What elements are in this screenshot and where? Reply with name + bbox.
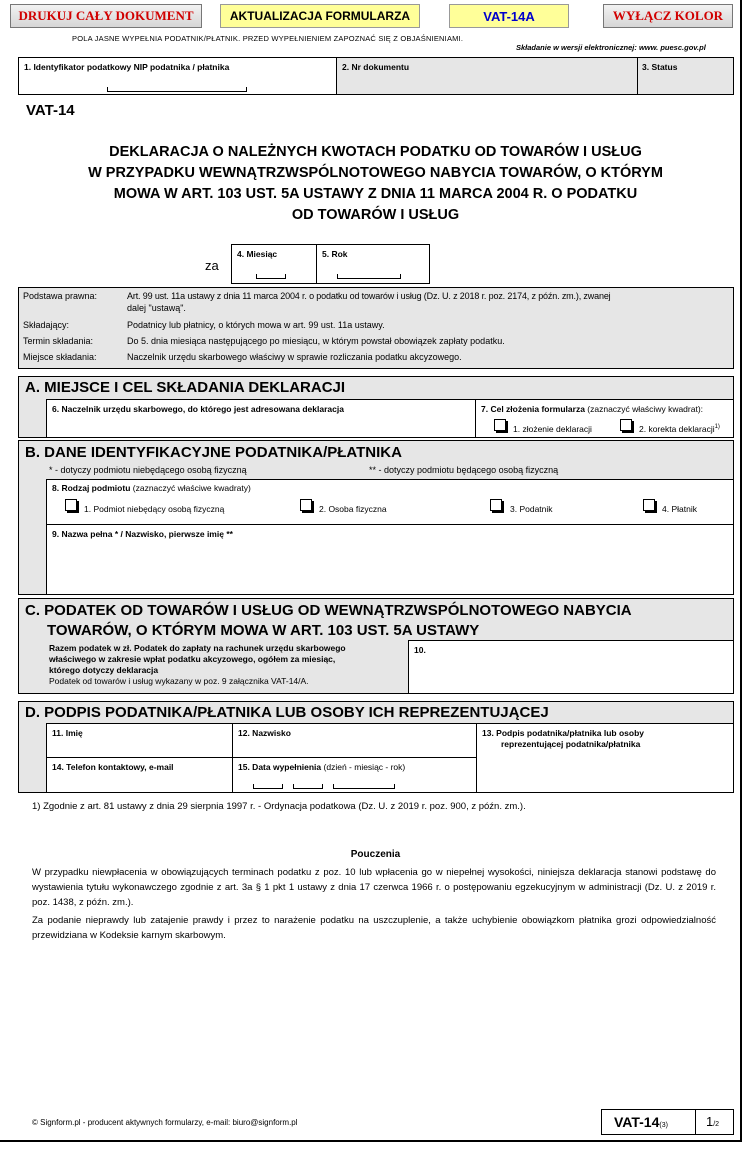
tax-total-field[interactable] (408, 640, 734, 694)
tax-total-label: 10. (414, 645, 426, 655)
print-all-button[interactable]: DRUKUJ CAŁY DOKUMENT (10, 4, 202, 28)
signature-field[interactable] (476, 723, 734, 793)
deadline-label: Termin składania: (23, 336, 94, 346)
section-c-heading-2: TOWARÓW, O KTÓRYM MOWA W ART. 103 UST. 5A USTAWY (47, 622, 480, 639)
section-b-heading: B. DANE IDENTYFIKACYJNE PODATNIKA/PŁATNIKA (25, 444, 402, 461)
instruction-para-1: W przypadku niewpłacenia w obowiązujących terminach podatku z poz. 10 lub wpłacenia go w niepełnej wysokości, niniejsza deklaracja stanowi podstawę do wystawienia tytułu wykonawczego zgodnie z art. 3a § 1 pkt 1 ustawy z dnia 17 czerwca 1966 r. o postępowaniu egzekucyjnym w administracji (Dz. U. z 2019 r. poz. 1438, z późn. zm.). (32, 867, 716, 908)
month-field[interactable] (231, 244, 317, 284)
color-off-button[interactable]: WYŁĄCZ KOLOR (603, 4, 733, 28)
fill-date-year-comb (333, 784, 395, 789)
nip-field[interactable] (18, 57, 337, 95)
fill-date-day-comb (253, 784, 283, 789)
title-line-2: W PRZYPADKU WEWNĄTRZWSPÓLNOTOWEGO NABYCIA TOWARÓW, O KTÓRYM (88, 165, 663, 181)
fill-date-field[interactable] (232, 757, 477, 793)
place-text: Naczelnik urzędu skarbowego właściwy w sprawie rozliczania podatku akcyzowego. (127, 352, 462, 362)
year-label: 5. Rok (322, 249, 348, 259)
signature-label-2: reprezentującej podatnika/płatnika (501, 739, 641, 749)
basis-label: Podstawa prawna: (23, 291, 98, 301)
title-line-1: DEKLARACJA O NALEŻNYCH KWOTACH PODATKU OD TOWARÓW I USŁUG (109, 144, 642, 160)
submitter-text: Podatnicy lub płatnicy, o których mowa w art. 99 ust. 11a ustawy. (127, 320, 385, 330)
tax-total-description: Razem podatek w zł. Podatek do zapłaty na rachunek urzędu skarbowego właściwego w zakresie wpłat podatku akcyzowego, ogółem za miesiąc, którego dotyczy deklaracja Podatek od towarów i usług wykazany w poz. 9 załącznika VAT-14/A. (49, 643, 346, 686)
nip-comb (107, 87, 247, 92)
entity-payer-label: 4. Płatnik (662, 504, 697, 514)
section-c-heading-1: C. PODATEK OD TOWARÓW I USŁUG OD WEWNĄTRZWSPÓLNOTOWEGO NABYCIA (25, 602, 632, 619)
doc-number-field (336, 57, 638, 95)
purpose-correction-label: 2. korekta deklaracji$^{1)}$ (639, 424, 720, 434)
place-label: Miejsce składania: (23, 352, 97, 362)
instruction-title: Pouczenia (350, 849, 401, 860)
purpose-submit-label: 1. złożenie deklaracji (513, 424, 592, 434)
doc-number-label: 2. Nr dokumentu (342, 62, 410, 72)
signature-label-1: 13. Podpis podatnika/płatnika lub osoby (482, 728, 644, 738)
section-b-note-left: * - dotyczy podmiotu niebędącego osobą fizyczną (49, 465, 247, 475)
basis-text-1: Art. 99 ust. 11a ustawy z dnia 11 marca 2004 r. o podatku od towarów i usług (Dz. U. z 2018 r. poz. 2174, z późn. zm.), zwanej (127, 291, 611, 301)
purpose-field (475, 399, 734, 438)
entity-type-label: 8. Rodzaj podmiotu (zaznaczyć właściwe kwadraty) (52, 483, 251, 493)
entity-person-checkbox[interactable] (300, 499, 312, 511)
purpose-submit-checkbox[interactable] (494, 419, 506, 431)
tax-office-field[interactable] (46, 399, 476, 438)
purpose-label: 7. Cel złożenia formularza (zaznaczyć właściwy kwadrat): (481, 404, 704, 414)
month-label: 4. Miesiąc (237, 249, 278, 259)
legal-info (18, 287, 734, 369)
contact-field[interactable] (46, 757, 233, 793)
footer-divider (695, 1110, 696, 1134)
month-comb (256, 274, 286, 279)
section-d-heading: D. PODPIS PODATNIKA/PŁATNIKA LUB OSOBY ICH REPREZENTUJĄCEJ (25, 704, 549, 721)
last-name-field[interactable] (232, 723, 477, 758)
submitter-label: Składający: (23, 320, 70, 330)
entity-person-label: 2. Osoba fizyczna (319, 504, 387, 514)
footer-code-box (601, 1109, 734, 1135)
footer-credit: © Signform.pl - producent aktywnych formularzy, e-mail: biuro@signform.pl (32, 1118, 298, 1127)
fill-date-month-comb (293, 784, 323, 789)
instruction-para-2: Za podanie nieprawdy lub zatajenie prawdy i przez to narażenie podatku na uszczuplenie, a także uchybienie obowiązkom płatnika grozi odpowiedzialność przewidziana w Kodeksie karnym skarbowym. (32, 915, 716, 941)
section-a-heading: A. MIEJSCE I CEL SKŁADANIA DEKLARACJI (25, 379, 346, 396)
first-name-label: 11. Imię (52, 728, 83, 738)
last-name-label: 12. Nazwisko (238, 728, 291, 738)
footer-code: VAT-14(3) (614, 1114, 668, 1130)
period-za: za (205, 258, 219, 273)
update-form-button[interactable]: AKTUALIZACJA FORMULARZA (220, 4, 420, 28)
deadline-text: Do 5. dnia miesiąca następującego po miesiącu, w którym powstał obowiązek zapłaty podatku. (127, 336, 505, 346)
fill-note: POLA JASNE WYPEŁNIA PODATNIK/PŁATNIK. PRZED WYPEŁNIENIEM ZAPOZNAĆ SIĘ Z OBJAŚNIENIAMI. (72, 34, 464, 43)
entity-non-person-checkbox[interactable] (65, 499, 77, 511)
full-name-label: 9. Nazwa pełna * / Nazwisko, pierwsze imię ** (52, 529, 233, 539)
basis-text-2: dalej "ustawą". (127, 303, 186, 313)
footnote: 1) Zgodnie z art. 81 ustawy z dnia 29 sierpnia 1997 r. - Ordynacja podatkowa (Dz. U. z 2019 r. poz. 900, z późn. zm.). (32, 801, 526, 812)
entity-taxpayer-checkbox[interactable] (490, 499, 502, 511)
nip-label: 1. Identyfikator podatkowy NIP podatnika / płatnika (24, 62, 230, 72)
entity-payer-checkbox[interactable] (643, 499, 655, 511)
full-name-field[interactable] (46, 524, 734, 595)
section-b-note-right: ** - dotyczy podmiotu będącego osobą fizyczną (369, 465, 559, 475)
first-name-field[interactable] (46, 723, 233, 758)
year-comb (337, 274, 401, 279)
entity-taxpayer-label: 3. Podatnik (510, 504, 553, 514)
status-field (637, 57, 734, 95)
fill-date-label: 15. Data wypełnienia (dzień - miesiąc - rok) (238, 762, 406, 772)
status-label: 3. Status (642, 62, 678, 72)
entity-type-field (46, 479, 734, 525)
form-variant-button[interactable]: VAT-14A (449, 4, 569, 28)
entity-non-person-label: 1. Podmiot niebędący osobą fizyczną (84, 504, 225, 514)
electronic-note: Składanie w wersji elektronicznej: www. puesc.gov.pl (516, 43, 706, 52)
title-line-3: MOWA W ART. 103 UST. 5A USTAWY Z DNIA 11 MARCA 2004 R. O PODATKU (113, 186, 638, 202)
purpose-correction-checkbox[interactable] (620, 419, 632, 431)
form-code: VAT-14 (26, 102, 75, 119)
tax-office-label: 6. Naczelnik urzędu skarbowego, do którego jest adresowana deklaracja (52, 404, 344, 414)
footer-page: 1/2 (706, 1114, 720, 1129)
title-line-4: OD TOWARÓW I USŁUG (291, 207, 460, 223)
contact-label: 14. Telefon kontaktowy, e-mail (52, 762, 174, 772)
year-field[interactable] (316, 244, 430, 284)
